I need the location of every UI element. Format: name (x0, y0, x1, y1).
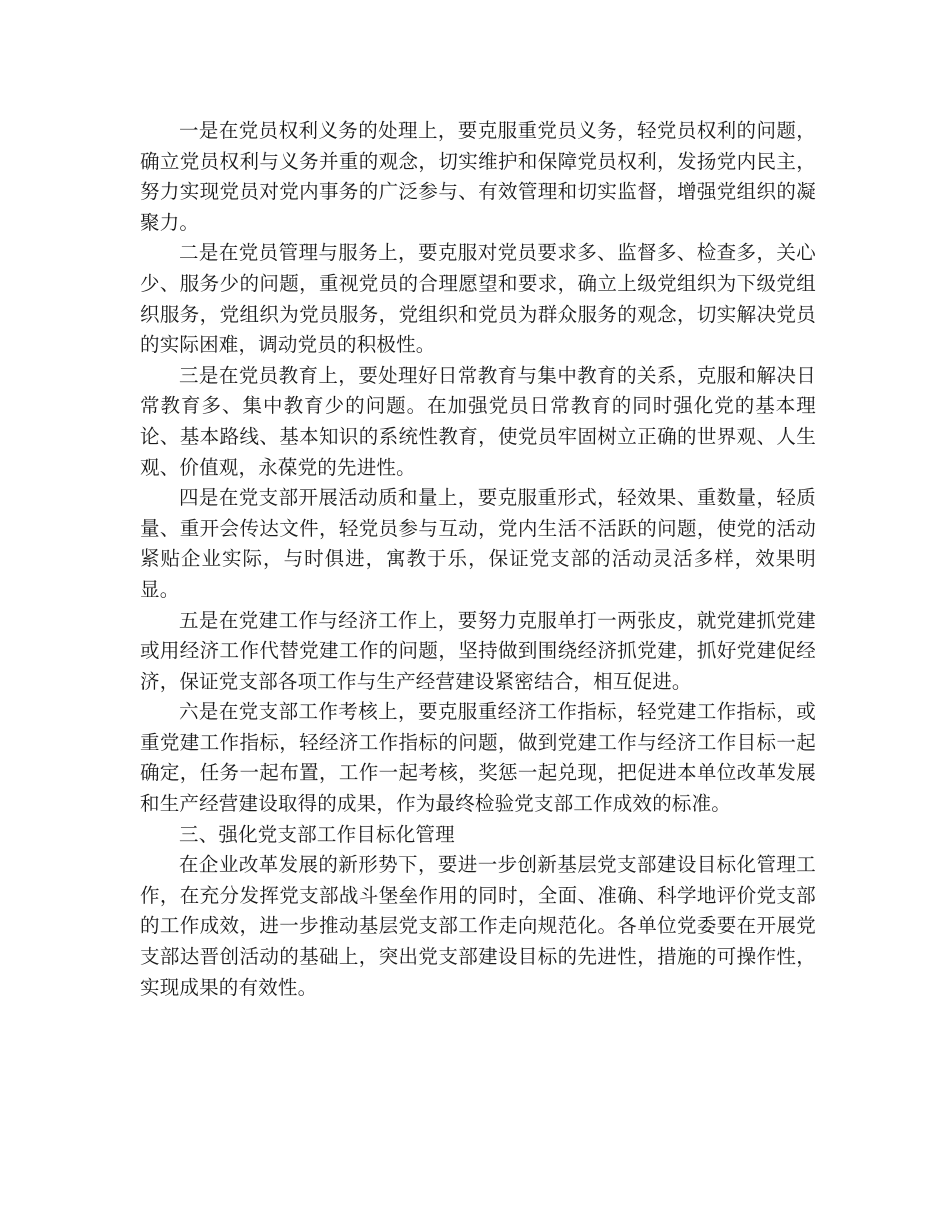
paragraph-5: 五是在党建工作与经济工作上，要努力克服单打一两张皮，就党建抓党建或用经济工作代替党建工作的问题，坚持做到围绕经济抓党建，抓好党建促经济，保证党支部各项工作与生产经营建设紧密结合，相互促进。 (140, 608, 816, 693)
paragraph-4: 四是在党支部开展活动质和量上，要克服重形式，轻效果、重数量，轻质量、重开会传达文件，轻党员参与互动，党内生活不活跃的问题，使党的活动紧贴企业实际，与时俱进，寓教于乐，保证党支部的活动灵活多样，效果明显。 (140, 486, 816, 601)
paragraph-3: 三是在党员教育上，要处理好日常教育与集中教育的关系，克服和解决日常教育多、集中教育少的问题。在加强党员日常教育的同时强化党的基本理论、基本路线、基本知识的系统性教育，使党员牢固树立正确的世界观、人生观、价值观，永葆党的先进性。 (140, 363, 816, 479)
paragraph-2: 二是在党员管理与服务上，要克服对党员要求多、监督多、检查多，关心少、服务少的问题，重视党员的合理愿望和要求，确立上级党组织为下级党组织服务，党组织为党员服务，党组织和党员为群众服务的观念，切实解决党员的实际困难，调动党员的积极性。 (140, 241, 816, 357)
paragraph-1: 一是在党员权利义务的处理上，要克服重党员义务，轻党员权利的问题，确立党员权利与义务并重的观念，切实维护和保障党员权利，发扬党内民主，努力实现党员对党内事务的广泛参与、有效管理和切实监督，增强党组织的凝聚力。 (140, 119, 816, 234)
document-body (140, 116, 816, 1003)
paragraph-6: 六是在党支部工作考核上，要克服重经济工作指标，轻党建工作指标，或重党建工作指标，轻经济工作指标的问题，做到党建工作与经济工作目标一起确定，任务一起布置，工作一起考核，奖惩一起兑现，把促进本单位改革发展和生产经营建设取得的成果，作为最终检验党支部工作成效的标准。 (140, 700, 816, 816)
closing-paragraph: 在企业改革发展的新形势下，要进一步创新基层党支部建设目标化管理工作，在充分发挥党支部战斗堡垒作用的同时，全面、准确、科学地评价党支部的工作成效，进一步推动基层党支部工作走向规范化。各单位党委要在开展党支部达晋创活动的基础上，突出党支部建设目标的先进性，措施的可操作性，实现成果的有效性。 (140, 853, 816, 999)
section-heading: 三、强化党支部工作目标化管理 (179, 822, 455, 846)
